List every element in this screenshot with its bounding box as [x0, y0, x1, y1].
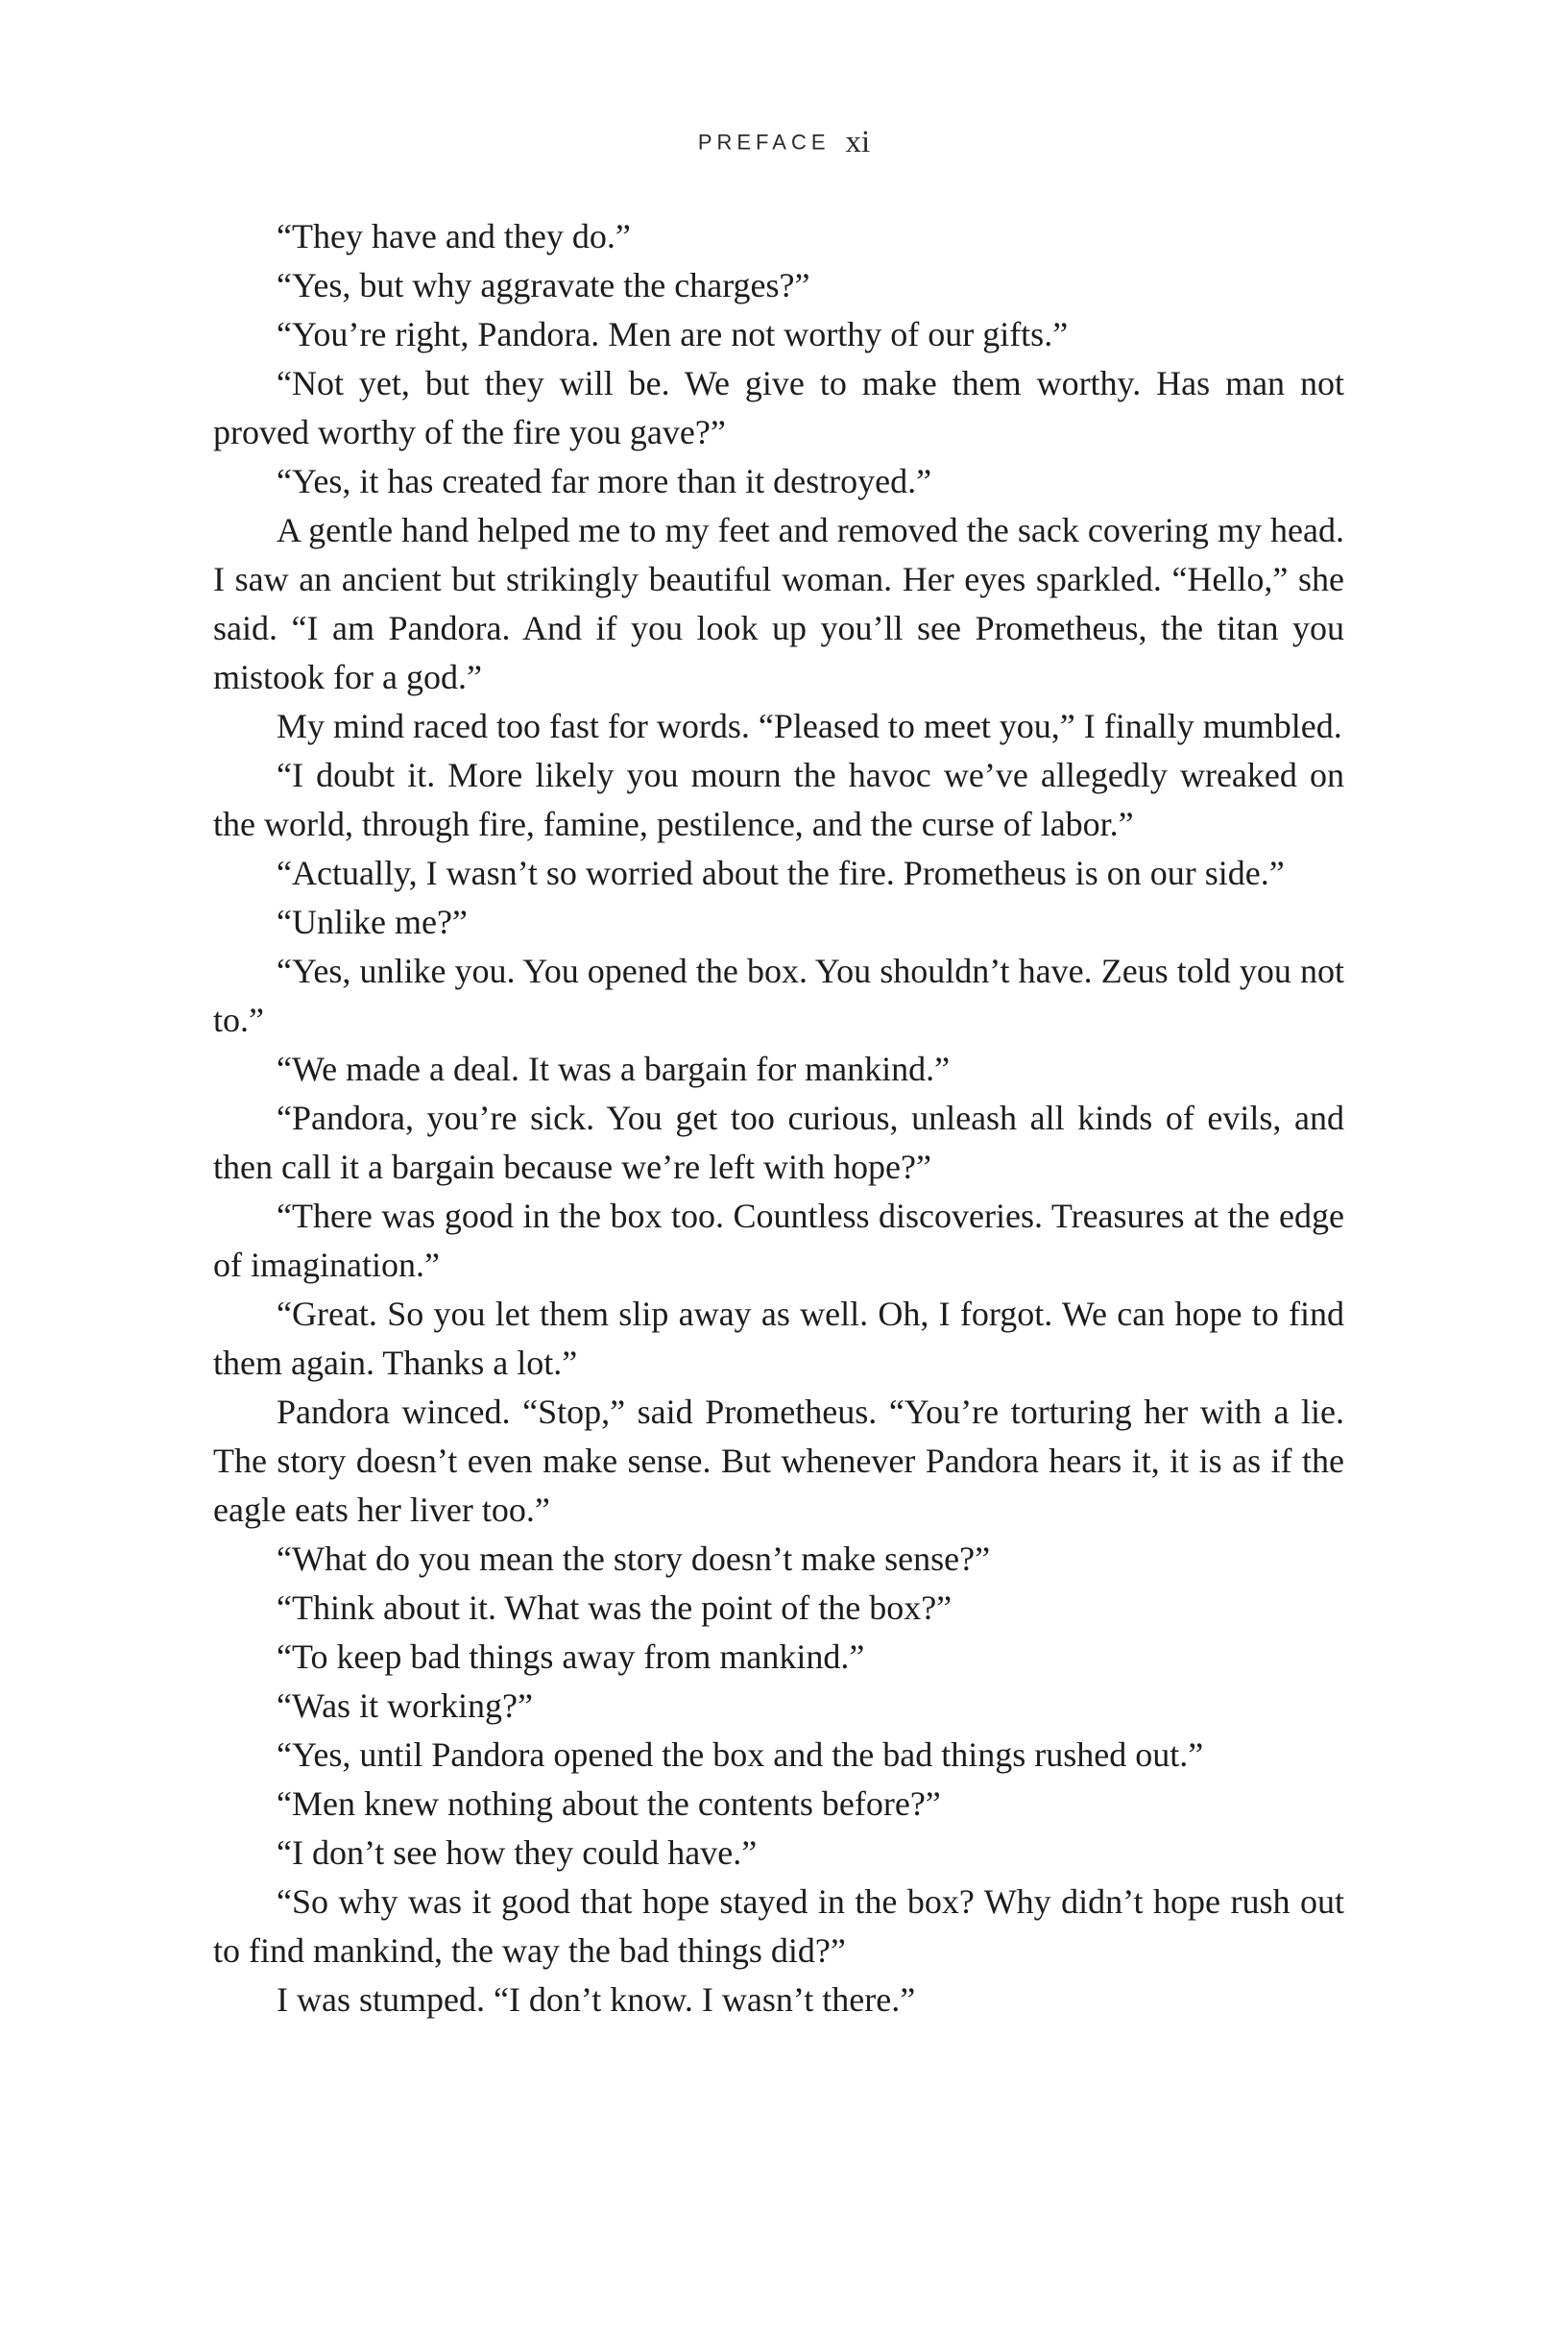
paragraph: My mind raced too fast for words. “Pleased to meet you,” I finally mumbled.: [277, 707, 1342, 745]
paragraph: “They have and they do.”: [277, 217, 631, 255]
paragraph: “Yes, it has created far more than it destroyed.”: [277, 462, 932, 500]
paragraph: “Unlike me?”: [277, 903, 468, 941]
paragraph: “Yes, but why aggravate the charges?”: [277, 266, 810, 304]
paragraph: “There was good in the box too. Countless discoveries. Treasures at the edge of imagination.”: [213, 1197, 1344, 1284]
body-text: [213, 212, 1344, 2025]
page-number: xi: [845, 125, 871, 159]
paragraph: “We made a deal. It was a bargain for mankind.”: [277, 1050, 951, 1088]
paragraph: “You’re right, Pandora. Men are not worthy of our gifts.”: [277, 315, 1069, 353]
paragraph: “Yes, until Pandora opened the box and the bad things rushed out.”: [277, 1735, 1204, 1774]
paragraph: “To keep bad things away from mankind.”: [277, 1637, 865, 1676]
paragraph: “So why was it good that hope stayed in the box? Why didn’t hope rush out to find mankind, the way the bad things did?”: [213, 1882, 1344, 1970]
running-header: [0, 125, 1568, 160]
paragraph: “Pandora, you’re sick. You get too curious, unleash all kinds of evils, and then call it a bargain because we’re left with hope?”: [213, 1099, 1344, 1186]
paragraph: “Was it working?”: [277, 1686, 534, 1725]
paragraph: A gentle hand helped me to my feet and removed the sack covering my head. I saw an ancient but strikingly beautiful woman. Her eyes sparkled. “Hello,” she said. “I am Pandora. And if you look up you’ll see Prometheus, the titan you mistook for a god.”: [213, 511, 1344, 696]
paragraph: “Not yet, but they will be. We give to make them worthy. Has man not proved worthy of the fire you gave?”: [213, 364, 1344, 451]
paragraph: “Yes, unlike you. You opened the box. You shouldn’t have. Zeus told you not to.”: [213, 952, 1344, 1039]
paragraph: “What do you mean the story doesn’t make sense?”: [277, 1540, 991, 1578]
paragraph: Pandora winced. “Stop,” said Prometheus. “You’re torturing her with a lie. The story doesn’t even make sense. But whenever Pandora hears it, it is as if the eagle eats her liver too.”: [213, 1393, 1344, 1529]
paragraph: “Actually, I wasn’t so worried about the fire. Prometheus is on our side.”: [277, 854, 1285, 892]
paragraph: “Men knew nothing about the contents before?”: [277, 1784, 941, 1823]
paragraph: “Great. So you let them slip away as well. Oh, I forgot. We can hope to find them again. Thanks a lot.”: [213, 1295, 1344, 1382]
section-title: PREFACE: [697, 130, 831, 155]
paragraph: “I doubt it. More likely you mourn the havoc we’ve allegedly wreaked on the world, through fire, famine, pestilence, and the curse of labor.”: [213, 756, 1344, 843]
paragraph: “I don’t see how they could have.”: [277, 1833, 758, 1872]
paragraph: “Think about it. What was the point of the box?”: [277, 1588, 953, 1627]
paragraph: I was stumped. “I don’t know. I wasn’t there.”: [277, 1980, 916, 2019]
